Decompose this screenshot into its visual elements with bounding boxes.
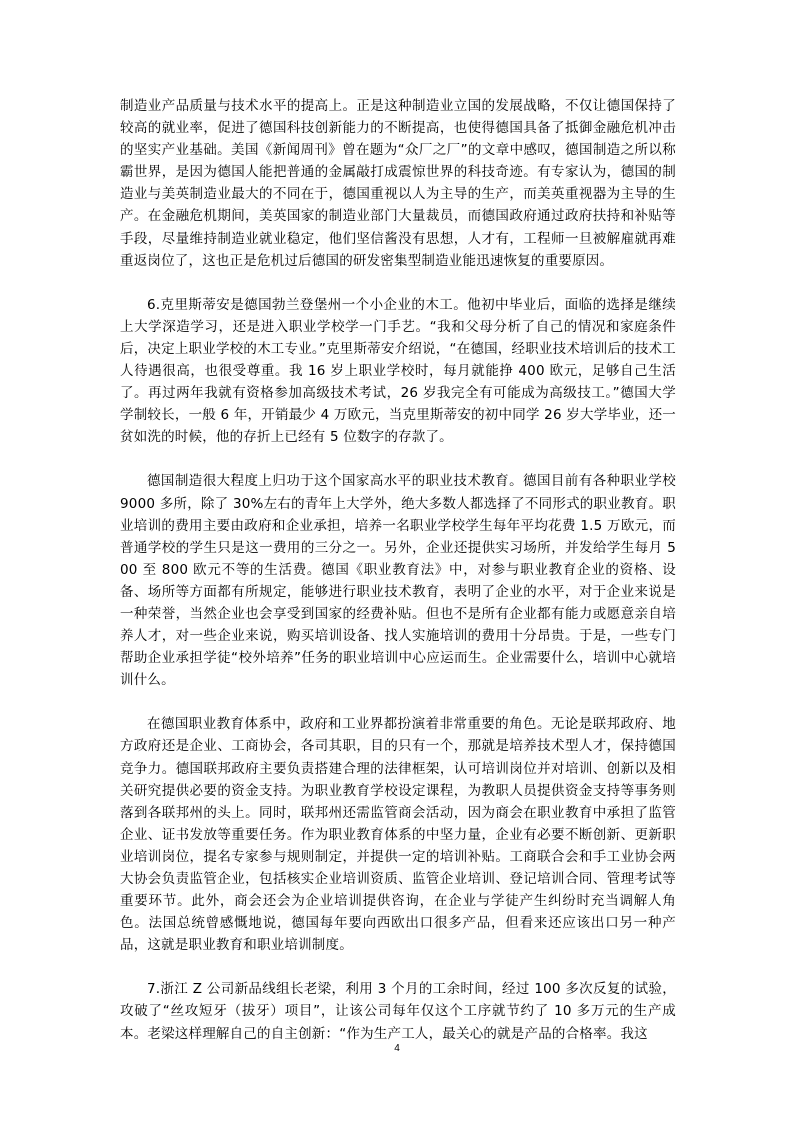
document-body [120, 95, 676, 1045]
paragraph-government-industry-roles: 在德国职业教育体系中，政府和工业界都扮演着非常重要的角色。无论是联邦政府、地方政府还是企业、工商协会，各司其职，目的只有一个，那就是培养技术型人才，保持德国竞争力。德国联邦政府主要负责搭建合理的法律框架，认可培训岗位并对培训、创新以及相关研究提供必要的资金支持。为职业教育学校设定课程，为教职人员提供资金支持等事务则落到各联邦州的头上。同时，联邦州还需监管商会活动，因为商会在职业教育中承担了监管企业、证书发放等重要任务。作为职业教育体系的中坚力量，企业有必要不断创新、更新职业培训岗位，提名专家参与规则制定，并提供一定的培训补贴。工商联合会和手工业协会两大协会负责监管企业，包括核实企业培训资质、监管企业培训、登记培训合同、管理考试等重要环节。此外，商会还会为企业培训提供咨询，在企业与学徒产生纠纷时充当调解人角色。法国总统曾感慨地说，德国每年要向西欧出口很多产品，但看来还应该出口另一种产品，这就是职业教育和职业培训制度。 [120, 716, 676, 954]
paragraph-gap [120, 272, 676, 294]
page-number: 4 [394, 1043, 400, 1054]
paragraph-continued-manufacturing: 制造业产品质量与技术水平的提高上。正是这种制造业立国的发展战略，不仅让德国保持了较高的就业率，促进了德国科技创新能力的不断提高，也使得德国具备了抵御金融危机冲击的坚实产业基础。美国《新闻周刊》曾在题为“众厂之厂”的文章中感叹，德国制造之所以称霸世界，是因为德国人能把普通的金属敲打成震惊世界的科技奇迹。有专家认为，德国的制造业与美英制造业最大的不同在于，德国重视以人为主导的生产，而美英重视器为主导的生产。在金融危机期间，美英国家的制造业部门大量裁员，而德国政府通过政府扶持和补贴等手段，尽量维持制造业就业稳定，他们坚信酱没有思想，人才有，工程师一旦被解雇就再难重返岗位了，这也正是危机过后德国的研发密集型制造业能迅速恢复的重要原因。 [120, 98, 676, 269]
paragraph-vocational-education: 德国制造很大程度上归功于这个国家高水平的职业技术教育。德国目前有各种职业学校 9000 多所，除了 30%左右的青年上大学外，绝大多数人都选择了不同形式的职业教育。职业培训的费用主要由政府和企业承担，培养一名职业学校学生每年平均花费 1.5 万欧元，而普通学校的学生只是这一费用的三分之一。另外，企业还提供实习场所，并发给学生每月 500 至 800 欧元不等的生活费。德国《职业教育法》中，对参与职业教育企业的资格、设备、场所等方面都有所规定，能够进行职业技术教育，表明了企业的水平，对于企业来说是一种荣誉，当然企业也会享受到国家的经费补贴。但也不是所有企业都有能力或愿意亲自培养人才，对一些企业来说，购买培训设备、找人实施培训的费用十分昂贵。于是，一些专门帮助企业承担学徒“校外培养”任务的职业培训中心应运而生。企业需要什么，培训中心就培训什么。 [120, 473, 676, 689]
paragraph-item-6-christian: 6.克里斯蒂安是德国勃兰登堡州一个小企业的木工。他初中毕业后，面临的选择是继续上大学深造学习，还是进入职业学校学一门手艺。“我和父母分析了自己的情况和家庭条件后，决定上职业学校的木工专业。”克里斯蒂安介绍说，“在德国，经职业技术培训后的技术工人待遇很高，也很受尊重。我 16 岁上职业学校时，每月就能挣 400 欧元，足够自己生活了。再过两年我就有资格参加高级技术考试，26 岁我完全有可能成为高级技工。”德国大学学制较长，一般 6 年，开销最少 4 万欧元，当克里斯蒂安的初中同学 26 岁大学毕业，还一贫如洗的时候，他的存折上已经有 5 位数字的存款了。 [120, 296, 676, 446]
paragraph-gap [120, 691, 676, 713]
paragraph-gap [120, 956, 676, 978]
paragraph-item-7-zhejiang: 7.浙江 Z 公司新品线组长老梁，利用 3 个月的工余时间，经过 100 多次反复的试验，攻破了“丝攻短牙（拔牙）项目”，让该公司每年仅这个工序就节约了 10 多万元的生产成本。老梁这样理解自己的自主创新：“作为生产工人，最关心的就是产品的合格率。我这 [120, 981, 676, 1042]
paragraph-gap [120, 448, 676, 470]
